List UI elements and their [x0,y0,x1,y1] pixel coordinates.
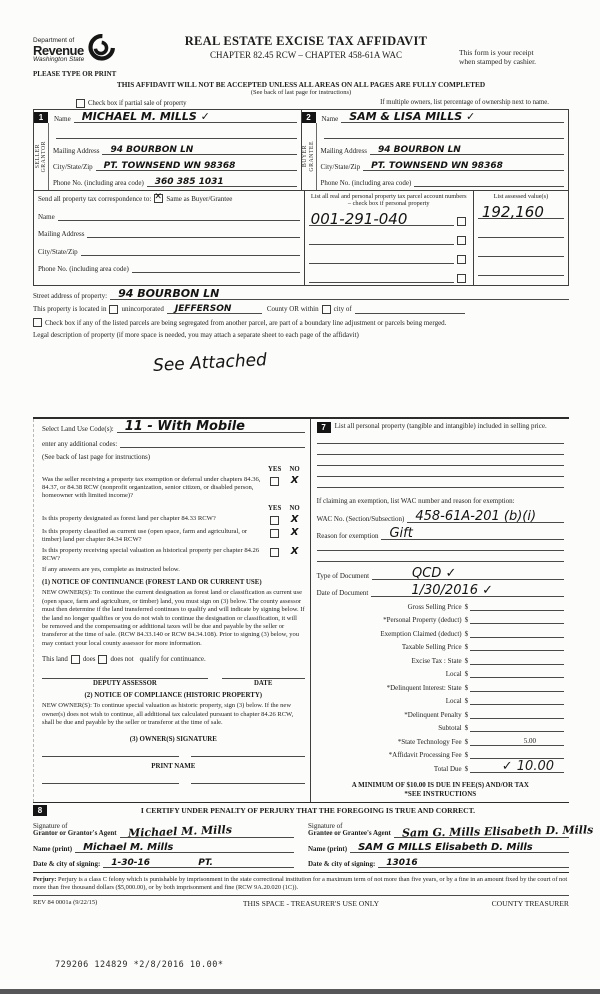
deputy-assessor-labels: DEPUTY ASSESSOR DATE [92,680,273,688]
corr-name-label: Name [38,212,55,221]
revenue-swirl-icon [86,34,116,67]
seller-phone-label: Phone No. (including area code) [53,179,144,187]
form-header [33,34,569,78]
buyer-blank-line [324,129,565,139]
minimum-due-note: A MINIMUM OF $10.00 IS DUE IN FEE(S) AND/OR TAX *SEE INSTRUCTIONS [351,780,529,798]
grantee-signature-block [304,818,594,868]
grantee-date-label: Date & city of signing: [308,859,376,868]
wac-label: WAC No. (Section/Subsection) [316,515,405,523]
legal-description-area [33,339,569,417]
receipt-note: This form is your receipt when stamped by cashier. [459,48,537,67]
seller-phone-value: 360 385 1031 [154,177,224,187]
fee-row-taxable: Taxable Selling Price $ [317,642,564,651]
form-title: REAL ESTATE EXCISE TAX AFFIDAVIT [184,34,428,48]
chapter-line: CHAPTER 82.45 RCW – CHAPTER 458-61A WAC [210,50,402,60]
segregated-checkbox [33,318,42,327]
buyer-city-value: PT. TOWNSEND WN 98368 [371,161,503,171]
same-as-buyer-label: Same as Buyer/Grantee [166,194,233,203]
seller-city-label: City/State/Zip [53,163,93,171]
assessed-value-header: List assessed value(s) [493,193,549,200]
question-exemption: Was the seller receiving a property tax exemption or deferral under chapters 84.36, 84.37, or 84.38 RCW (nonprofit organization, senior citizen, or disabled person, homeowner with limited income)? X [42,475,299,499]
pp-line-5 [317,487,564,488]
fee-row-tech-fee: *State Technology Fee $ 5.00 [317,737,564,746]
seller-side-label: SELLER GRANTOR [34,123,49,190]
corr-city-line [81,246,300,256]
county-or-label: County OR within [266,305,319,313]
q1-no-mark: X [290,475,299,486]
city-of-line [355,304,465,314]
q3-yes-checkbox [270,529,279,538]
seller-name-label: Name [54,115,71,123]
q2-yes-checkbox [270,516,279,525]
seller-number-badge: 1 [34,112,48,123]
fee-row-delinq-penalty: *Delinquent Penalty $ [317,710,564,719]
grantee-sig-label: Signature of Grantee or Grantee's Agent [308,821,391,837]
corr-phone-label: Phone No. (including area code) [38,265,129,273]
pp-line-3 [317,465,564,466]
personal-property-header: List all personal property (tangible and intangible) included in selling price. [334,422,547,430]
buyer-box [301,110,569,190]
buyer-phone-line [414,177,564,187]
dor-logo [33,34,153,67]
seller-city-value: PT. TOWNSEND WN 98368 [103,161,236,171]
section7-number-badge: 7 [317,422,331,433]
seller-mail-value: 94 BOURBON LN [110,145,194,155]
see-back-line: (See back of last page for instructions) [250,89,352,96]
located-in-label: This property is located in [33,305,107,313]
parcel-line-2 [309,235,454,245]
street-address-value: 94 BOURBON LN [118,287,220,300]
city-of-checkbox [322,305,331,314]
pp-line-4 [317,476,564,477]
seller-box [34,110,301,190]
q1-yes-checkbox [270,477,279,486]
land-use-column [33,419,310,802]
corr-name-line [58,211,300,221]
owners-signature-title: (3) OWNER(S) SIGNATURE [129,736,217,744]
main-section [33,417,569,803]
fee-row-delinq-interest: *Delinquent Interest: State $ [317,683,564,692]
street-address-label: Street address of property: [33,292,108,300]
pp-line-1 [317,443,564,444]
certify-section [33,805,594,873]
land-see-back: (See back of last page for instructions) [42,453,151,461]
section8-number-badge: 8 [33,805,47,816]
notice2-title: (2) NOTICE OF COMPLIANCE (HISTORIC PROPERTY) [84,692,263,700]
please-type-label: PLEASE TYPE OR PRINT [33,70,117,78]
city-of-label: city of [333,305,352,313]
legal-description-value: See Attached [152,350,268,376]
grantor-print-name: Michael M. Mills [83,841,174,853]
parcel-checkbox-3 [457,255,466,264]
grantor-print-label: Name (print) [33,844,73,853]
grantor-date: 1-30-16 [111,857,151,868]
owner-signature-lines-2 [42,783,305,784]
unincorporated-checkbox [109,305,118,314]
notice1-body: NEW OWNER(S): To continue the current designation as forest land or classification as current use (open space, farm and agriculture, or timber) land, you must sign on (3) below. The county assessor must then determine if the land transferred continues to qualify and will indicate by signing below. If the land no longer qualifies or you do not wish to continue the designation or classification, it will be removed and the compensating or additional taxes will be due and payable by the seller or transferor at the time of sale. (RCW 84.33.140 or RCW 84.34.108). Prior to signing (3) below, you may contact your local county assessor for more information. [42,589,305,647]
owner-signature-lines-1 [42,756,305,757]
grantor-signature: Michael M. Mills [127,822,232,840]
property-section [33,287,569,417]
deputy-assessor-lines [42,678,305,679]
scan-edge-bar [0,989,600,994]
grantor-signature-block [33,818,304,868]
assessed-line-4 [478,266,564,276]
logo-dept-text: Department of [33,36,75,44]
legal-description-label: Legal description of property (if more space is needed, you may attach a separate sheet to each page of the affidavit) [33,331,359,339]
fee-row-total-due: Total Due $ ✓ 10.00 [317,764,564,773]
multiple-owners-note: If multiple owners, list percentage of ownership next to name. [380,99,549,106]
type-of-document-label: Type of Document [316,572,370,580]
parcel-numbers-header: List all real and personal property tax parcel account numbers – check box if personal property [310,193,467,207]
wac-value: 458-61A-201 (b)(i) [415,509,537,524]
fee-row-excise-state: Excise Tax : State $ [317,656,564,665]
assessed-line-3 [478,247,564,257]
yes-no-header-1: YES NO [268,466,300,473]
logo-state-text: Washington State [33,56,85,63]
fee-row-delinq-local: Local $ [317,696,564,705]
assessed-value: 192,160 [481,203,544,221]
treasurer-space-label: THIS SPACE - TREASURER'S USE ONLY [242,898,380,908]
assessed-line-2 [478,228,564,238]
grantee-signature: Sam G. Mills Elisabeth D. Mills [401,822,594,840]
reason-line-3 [317,561,564,562]
does-not-checkbox [98,655,107,664]
question-historical: Is this property receiving special valuation as historical property per chapter 84.26 RCW? X [42,546,299,562]
buyer-city-label: City/State/Zip [320,163,361,171]
pp-line-2 [317,454,564,455]
buyer-mail-label: Mailing Address [320,147,367,155]
reason-line-2 [317,550,564,551]
grantee-print-name: SAM G MILLS Elisabeth D. Mills [358,841,533,853]
grantor-sig-label: Signature of Grantor or Grantor's Agent [33,821,117,837]
corr-phone-line [132,263,300,273]
continuance-row: This land does does not qualify for continuance. [42,656,206,664]
buyer-name-value: SAM & LISA MILLS ✓ [349,110,476,123]
parcel-checkbox-1 [457,217,466,226]
fee-row-personal: *Personal Property (deduct) $ [317,615,564,624]
county-value: JEFFERSON [174,304,232,314]
question-forest-land: Is this property designated as forest land per chapter 84.33 RCW? X [42,514,299,525]
fee-row-exemption: Exemption Claimed (deduct) $ [317,629,564,638]
footer-row [33,899,569,908]
perjury-note: Perjury: Perjury is a class C felony which is punishable by imprisonment in the state correctional institution for a maximum term of not more than five years, or by a fine in an amount fixed by the court of not more than five thousand dollars ($5,000.00), or by both imprisonment and fine (RCW 9A.20.020 (1C)). [33,876,569,896]
partial-sale-label: Check box if partial sale of property [88,100,187,107]
correspondence-strip [33,190,569,286]
parcel-checkbox-4 [457,274,466,283]
parcel-number-value: 001-291-040 [310,210,408,228]
seller-name-value: MICHAEL M. MILLS ✓ [81,110,210,123]
fee-row-subtotal: Subtotal $ [317,723,564,732]
q3-no-mark: X [290,527,299,538]
if-yes-note: If any answers are yes, complete as instructed below. [42,566,180,573]
date-of-document-value: 1/30/2016 ✓ [411,583,494,598]
does-checkbox [71,655,80,664]
fee-row-excise-local: Local $ [317,669,564,678]
logo-revenue-text: Revenue [33,43,84,58]
reason-label: Reason for exemption [316,532,379,540]
warning-line: THIS AFFIDAVIT WILL NOT BE ACCEPTED UNLESS ALL AREAS ON ALL PAGES ARE FULLY COMPLETED [116,80,486,89]
parcel-checkbox-2 [457,236,466,245]
land-use-label: Select Land Use Code(s): [42,425,114,433]
corr-mail-line [87,228,299,238]
date-of-document-label: Date of Document [316,589,369,597]
buyer-side-label: BUYER GRANTEE [302,123,317,190]
same-as-buyer-checkbox: ✕ [154,192,162,202]
q4-no-mark: X [290,546,299,557]
partial-sale-checkbox [76,99,85,108]
question-current-use: Is this property classified as current use (open space, farm and agricultural, or timber) land per chapter 84.34 RCW? X [42,527,299,543]
notice2-body: NEW OWNER(S): To continue special valuation as historic property, sign (3) below. If the new owner(s) does not wish to continue, all additional tax calculated pursuant to chapter 84.26 RCW, shall be due and payable by the seller or transferor at the time of sale. [42,702,294,727]
parcel-line-3 [309,254,454,264]
section-7-column [310,419,569,802]
send-correspondence-label: Send all property tax correspondence to: [38,194,152,203]
corr-mail-label: Mailing Address [38,230,85,238]
certify-statement: I CERTIFY UNDER PENALTY OF PERJURY THAT THE FOREGOING IS TRUE AND CORRECT. [140,805,476,815]
reason-value: Gift [389,526,413,541]
fee-row-gross: Gross Selling Price $ [317,602,564,611]
grantor-date-label: Date & city of signing: [33,859,101,868]
grantor-city: PT. [198,857,213,868]
yes-no-header-2: YES NO [268,505,300,512]
grantee-print-label: Name (print) [308,844,348,853]
buyer-name-label: Name [321,115,339,123]
county-treasurer-label: COUNTY TREASURER [491,898,569,908]
fee-row-affidavit-fee: *Affidavit Processing Fee $ [317,750,564,759]
q4-yes-checkbox [270,548,279,557]
q2-no-mark: X [290,514,299,525]
segregated-label: Check box if any of the listed parcels are being segregated from another parcel, are part of a boundary line adjustment or parcels being merged. [45,318,447,327]
buyer-number-badge: 2 [302,112,316,123]
form-rev-number: REV 84 0001a (9/22/15) [33,898,98,906]
exemption-intro: If claiming an exemption, list WAC number and reason for exemption: [316,497,515,505]
additional-codes-label: enter any additional codes: [42,440,118,448]
parcel-line-4 [309,273,454,283]
parties-section [33,109,569,190]
buyer-phone-label: Phone No. (including area code) [320,179,412,187]
additional-codes-line [120,438,304,448]
corr-city-label: City/State/Zip [38,247,78,256]
notice1-title: (1) NOTICE OF CONTINUANCE (FOREST LAND OR CURRENT USE) [42,579,262,587]
land-use-code-value: 11 - With Mobile [124,419,245,434]
buyer-mail-value: 94 BOURBON LN [377,145,461,155]
cashier-stamp: 729206 124829 *2/8/2016 10.00* [55,960,224,970]
print-name-label: PRINT NAME [151,763,196,771]
unincorporated-label: unincorporated [121,305,164,313]
grantee-date: 13016 [386,857,418,868]
seller-mail-label: Mailing Address [53,147,100,155]
seller-blank-line [56,129,297,139]
type-of-document-value: QCD ✓ [412,566,457,581]
